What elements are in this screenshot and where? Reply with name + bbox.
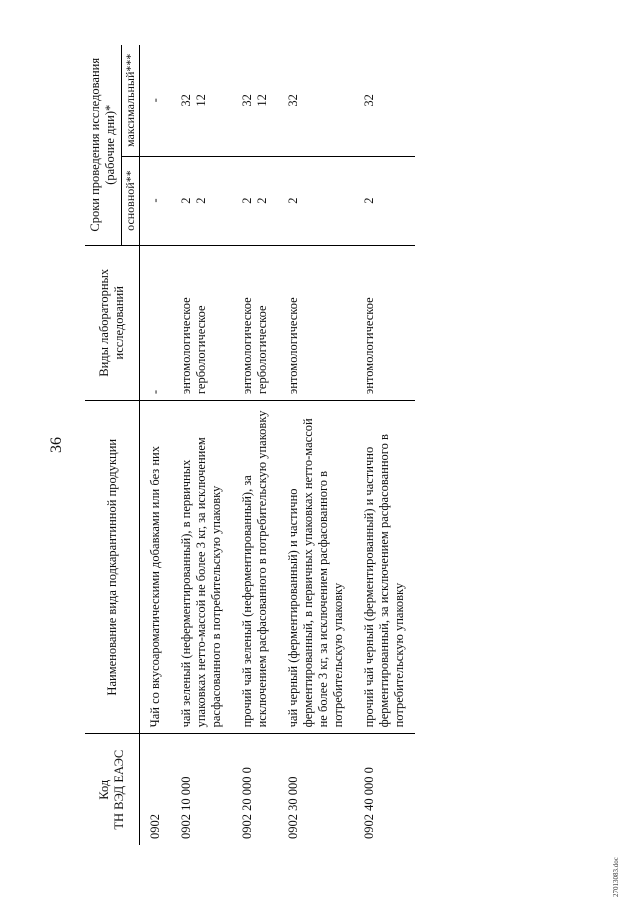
cell-product-name: прочий чай зеленый (неферментированный), за исключением расфасованного в потребительскую упаковку — [232, 401, 278, 734]
table-row — [171, 45, 232, 845]
cell-lab: энтомологическое — [278, 245, 354, 401]
cell-code: 0902 20 000 0 — [232, 734, 278, 845]
cell-product-name: прочий чай черный (ферментированный) и частично ферментированный, за исключением расфасованного в потребительскую упаковку — [354, 401, 415, 734]
document-id: 27013083.doc — [612, 857, 620, 897]
table-row — [278, 45, 354, 845]
table-row — [232, 45, 278, 845]
cell-basic: - — [140, 156, 172, 245]
header-lab-types: Виды лабораторных исследований — [85, 245, 140, 401]
quarantine-products-table — [85, 45, 415, 845]
header-max: максимальный*** — [122, 45, 140, 156]
cell-product-name: чай черный (ферментированный) и частично ферментированный, в первичных упаковках нетто-массой не более 3 кг, за исключением расфасованного в потребительскую упаковку — [278, 401, 354, 734]
cell-max: 32 — [362, 94, 376, 107]
cell-max: 32 12 — [240, 94, 269, 107]
cell-basic: 2 2 — [232, 156, 278, 245]
table-row — [140, 45, 172, 845]
cell-lab: энтомологическое гербологическое — [171, 245, 232, 401]
header-product-name: Наименование вида подкарантинной продукции — [85, 401, 140, 734]
cell-basic: 2 — [354, 156, 415, 245]
cell-code: 0902 — [140, 734, 172, 845]
cell-max: 32 12 — [179, 94, 208, 107]
header-code: Код ТН ВЭД ЕАЭС — [85, 734, 140, 845]
cell-code: 0902 10 000 — [171, 734, 232, 845]
cell-lab: энтомологическое гербологическое — [232, 245, 278, 401]
cell-lab: энтомологическое — [354, 245, 415, 401]
cell-code: 0902 40 000 0 — [354, 734, 415, 845]
table-row — [354, 45, 415, 845]
header-basic: основной** — [122, 156, 140, 245]
cell-product-name: чай зеленый (неферментированный), в первичных упаковках нетто-массой не более 3 кг, за исключением расфасованного в потребительскую упаковку — [171, 401, 232, 734]
page-number: 36 — [48, 437, 65, 453]
cell-basic: 2 2 — [171, 156, 232, 245]
cell-max: 32 — [286, 94, 300, 107]
cell-max: - — [148, 98, 162, 103]
cell-product-name: Чай со вкусоароматическими добавками или без них — [140, 401, 172, 734]
cell-code: 0902 30 000 — [278, 734, 354, 845]
cell-lab: - — [140, 245, 172, 401]
cell-basic: 2 — [278, 156, 354, 245]
header-terms: Сроки проведения исследования (рабочие дни)* — [85, 45, 122, 245]
